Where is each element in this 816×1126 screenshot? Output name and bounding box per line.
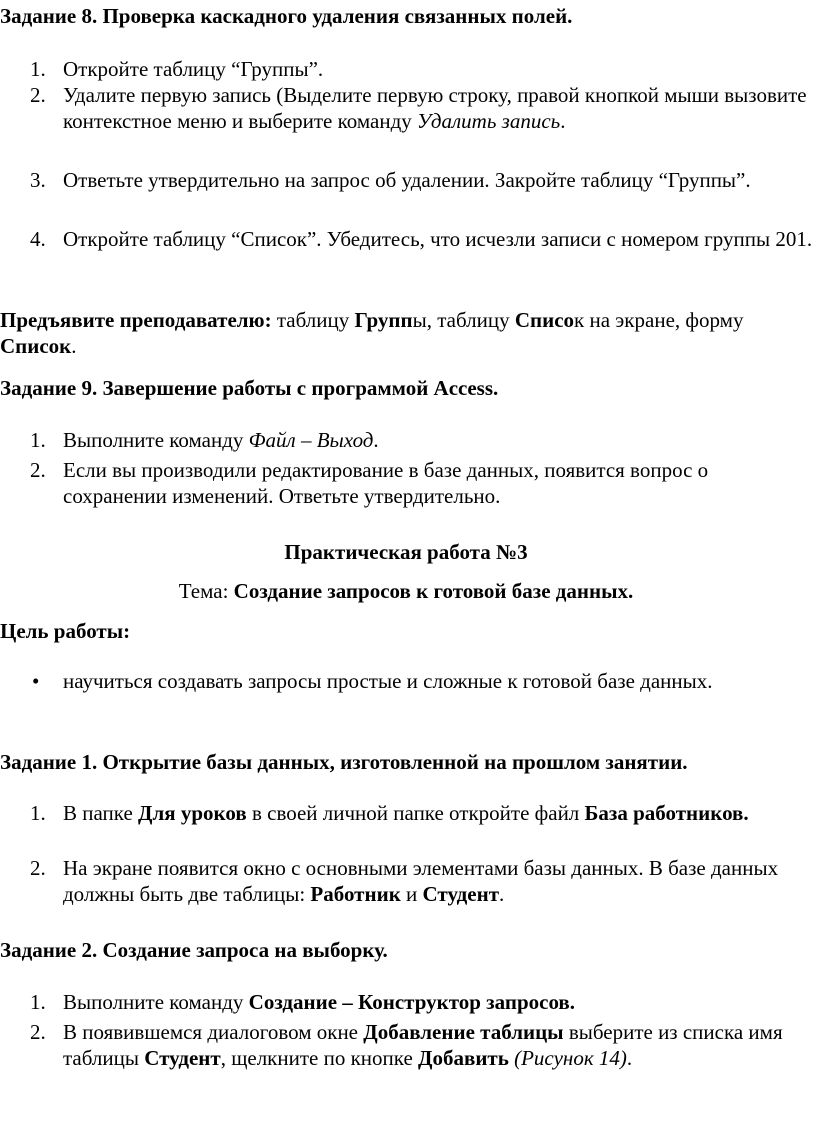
list-number: 1. — [30, 428, 46, 452]
list-number: 1. — [30, 801, 46, 825]
list-number: 2. — [30, 83, 46, 107]
list-text: научиться создавать запросы простые и сложные к готовой базе данных. — [63, 669, 713, 693]
list-number: 2. — [30, 458, 46, 482]
list-text: Если вы производили редактирование в базе данных, появится вопрос о сохранении изменений. Ответьте утвердительно. — [63, 458, 709, 508]
goal-title: Цель работы: — [0, 619, 131, 643]
list-text: Ответьте утвердительно на запрос об удалении. Закройте таблицу “Группы”. — [63, 168, 751, 192]
list-number: 1. — [30, 990, 46, 1014]
practical-topic: Тема: Создание запросов к готовой базе данных. — [178, 579, 634, 603]
list-number: 2. — [30, 856, 46, 880]
list-text: Выполните команду Создание – Конструктор запросов. — [63, 990, 576, 1014]
list-number: 3. — [30, 168, 46, 192]
task1-title: Задание 1. Открытие базы данных, изготовленной на прошлом занятии. — [0, 750, 688, 774]
present-paragraph: Предъявите преподавателю: таблицу Группы, таблицу Список на экране, форму Список. — [0, 308, 744, 358]
list-number: 1. — [30, 57, 46, 81]
task9-title: Задание 9. Завершение работы с программой Access. — [0, 376, 499, 400]
list-text: Удалите первую запись (Выделите первую строку, правой кнопкой мыши вызовите контекстное меню и выберите команду Удалить запись. — [63, 83, 807, 133]
task8-title: Задание 8. Проверка каскадного удаления связанных полей. — [0, 4, 573, 28]
list-text: В папке Для уроков в своей личной папке откройте файл База работников. — [63, 801, 749, 825]
task2-title: Задание 2. Создание запроса на выборку. — [0, 938, 388, 962]
list-text: В появившемся диалоговом окне Добавление таблицы выберите из списка имя таблицы Студент, щелкните по кнопке Добавить (Рисунок 14). — [63, 1020, 783, 1070]
list-text: Откройте таблицу “Список”. Убедитесь, что исчезли записи с номером группы 201. — [63, 227, 813, 251]
list-text: Откройте таблицу “Группы”. — [63, 57, 324, 81]
list-number: 2. — [30, 1020, 46, 1044]
practical-title: Практическая работа №3 — [284, 540, 528, 564]
list-number: 4. — [30, 227, 46, 251]
bullet-icon: • — [32, 669, 40, 693]
list-text: На экране появится окно с основными элементами базы данных. В базе данных должны быть две таблицы: Работник и Студент. — [63, 856, 779, 906]
list-text: Выполните команду Файл – Выход. — [63, 428, 379, 452]
